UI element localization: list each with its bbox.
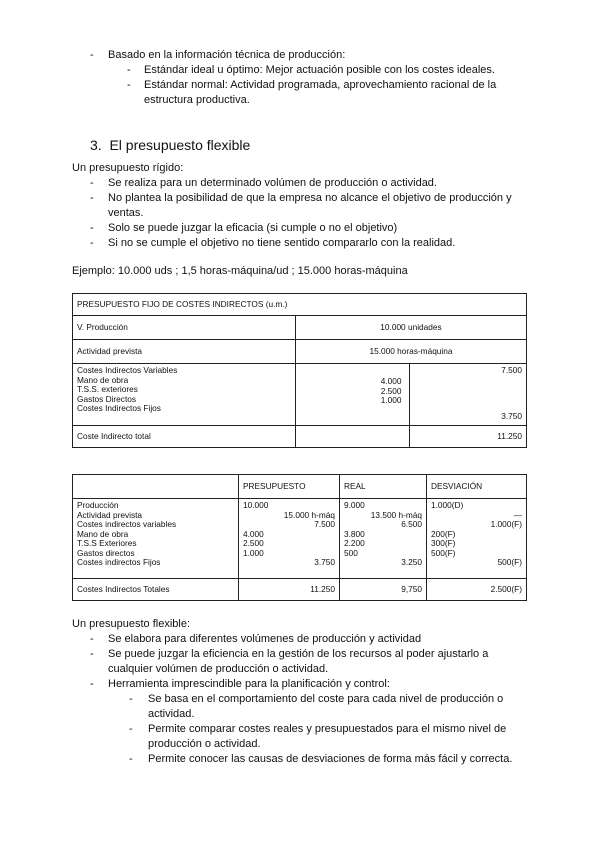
total-real: 9,750 — [340, 579, 427, 601]
flexible-intro: Un presupuesto flexible: — [72, 618, 191, 630]
sub-list-item: - Se basa en el comportamiento del coste para cada nivel de producción o actividad. — [129, 693, 504, 720]
flexible-budget-section — [72, 617, 532, 767]
list-item: - Herramienta imprescindible para la planificación y control: — [90, 678, 390, 690]
real-column: 9.000 13.500 h-máq 6.500 3.800 2.200 500 3.250 — [340, 499, 427, 579]
header-real: REAL — [340, 475, 427, 499]
top-list — [72, 48, 532, 108]
table-title: PRESUPUESTO FIJO DE COSTES INDIRECTOS (u.m.) — [73, 294, 527, 316]
sub-list-item: - Estándar normal: Actividad programada, aprovechamiento racional de la estructura productiva. — [127, 79, 497, 106]
cost-items-values: 4.000 2.500 1.000 — [295, 364, 410, 426]
rigid-intro: Un presupuesto rígido: — [72, 162, 184, 174]
list-item: - Basado en la información técnica de producción: — [90, 49, 346, 61]
total-presupuesto: 11.250 — [239, 579, 340, 601]
cost-labels: Costes Indirectos Variables Mano de obra T.S.S. exteriores Gastos Directos Costes Indirectos Fijos — [73, 364, 296, 426]
list-item: - Solo se puede juzgar la eficacia (si cumple o no el objetivo) — [90, 222, 398, 234]
activity-value: 15.000 horas-máquina — [295, 340, 526, 364]
header-desviacion: DESVIACIÓN — [427, 475, 527, 499]
desviacion-column: 1.000(D) — 1.000(F) 200(F) 300(F) 500(F) 500(F) — [427, 499, 527, 579]
sub-list-item: - Estándar ideal u óptimo: Mejor actuación posible con los costes ideales. — [127, 64, 495, 76]
fixed-total: 3.750 — [501, 410, 522, 421]
production-label: V. Producción — [73, 316, 296, 340]
presupuesto-column: 10.000 15.000 h-máq 7.500 4.000 2.500 1.000 3.750 — [239, 499, 340, 579]
total-desviacion: 2.500(F) — [427, 579, 527, 601]
totals-label: Costes Indirectos Totales — [73, 579, 239, 601]
sub-list-item: - Permite comparar costes reales y presupuestados para el mismo nivel de producción o actividad. — [129, 723, 507, 750]
activity-label: Actividad prevista — [73, 340, 296, 364]
fixed-budget-table — [72, 293, 527, 448]
list-item: - Se elabora para diferentes volúmenes de producción y actividad — [90, 633, 422, 645]
row-labels: Producción Actividad prevista Costes indirectos variables Mano de obra T.S.S Exteriores Gastos directos Costes indirectos Fijos — [73, 499, 239, 579]
list-item: - No plantea la posibilidad de que la empresa no alcance el objetivo de producción y ventas. — [90, 192, 512, 219]
section-heading: 3. El presupuesto flexible — [90, 137, 251, 153]
production-value: 10.000 unidades — [295, 316, 526, 340]
rigid-budget-section — [72, 161, 532, 251]
example-text: Ejemplo: 10.000 uds ; 1,5 horas-máquina/ud ; 15.000 horas-máquina — [72, 265, 408, 277]
comparison-table — [72, 474, 527, 601]
list-item: - Se realiza para un determinado volúmen de producción o actividad. — [90, 177, 437, 189]
list-item: - Si no se cumple el objetivo no tiene sentido compararlo con la realidad. — [90, 237, 456, 249]
header-presupuesto: PRESUPUESTO — [239, 475, 340, 499]
total-label: Coste Indirecto total — [73, 426, 296, 448]
total-value: 11.250 — [410, 426, 527, 448]
variable-total: 7.500 — [501, 365, 522, 375]
cost-totals — [410, 364, 527, 426]
sub-list-item: - Permite conocer las causas de desviaciones de forma más fácil y correcta. — [129, 753, 513, 765]
list-item: - Se puede juzgar la eficiencia en la gestión de los recursos al poder ajustarlo a cualquier volúmen de producción o actividad. — [90, 648, 489, 675]
